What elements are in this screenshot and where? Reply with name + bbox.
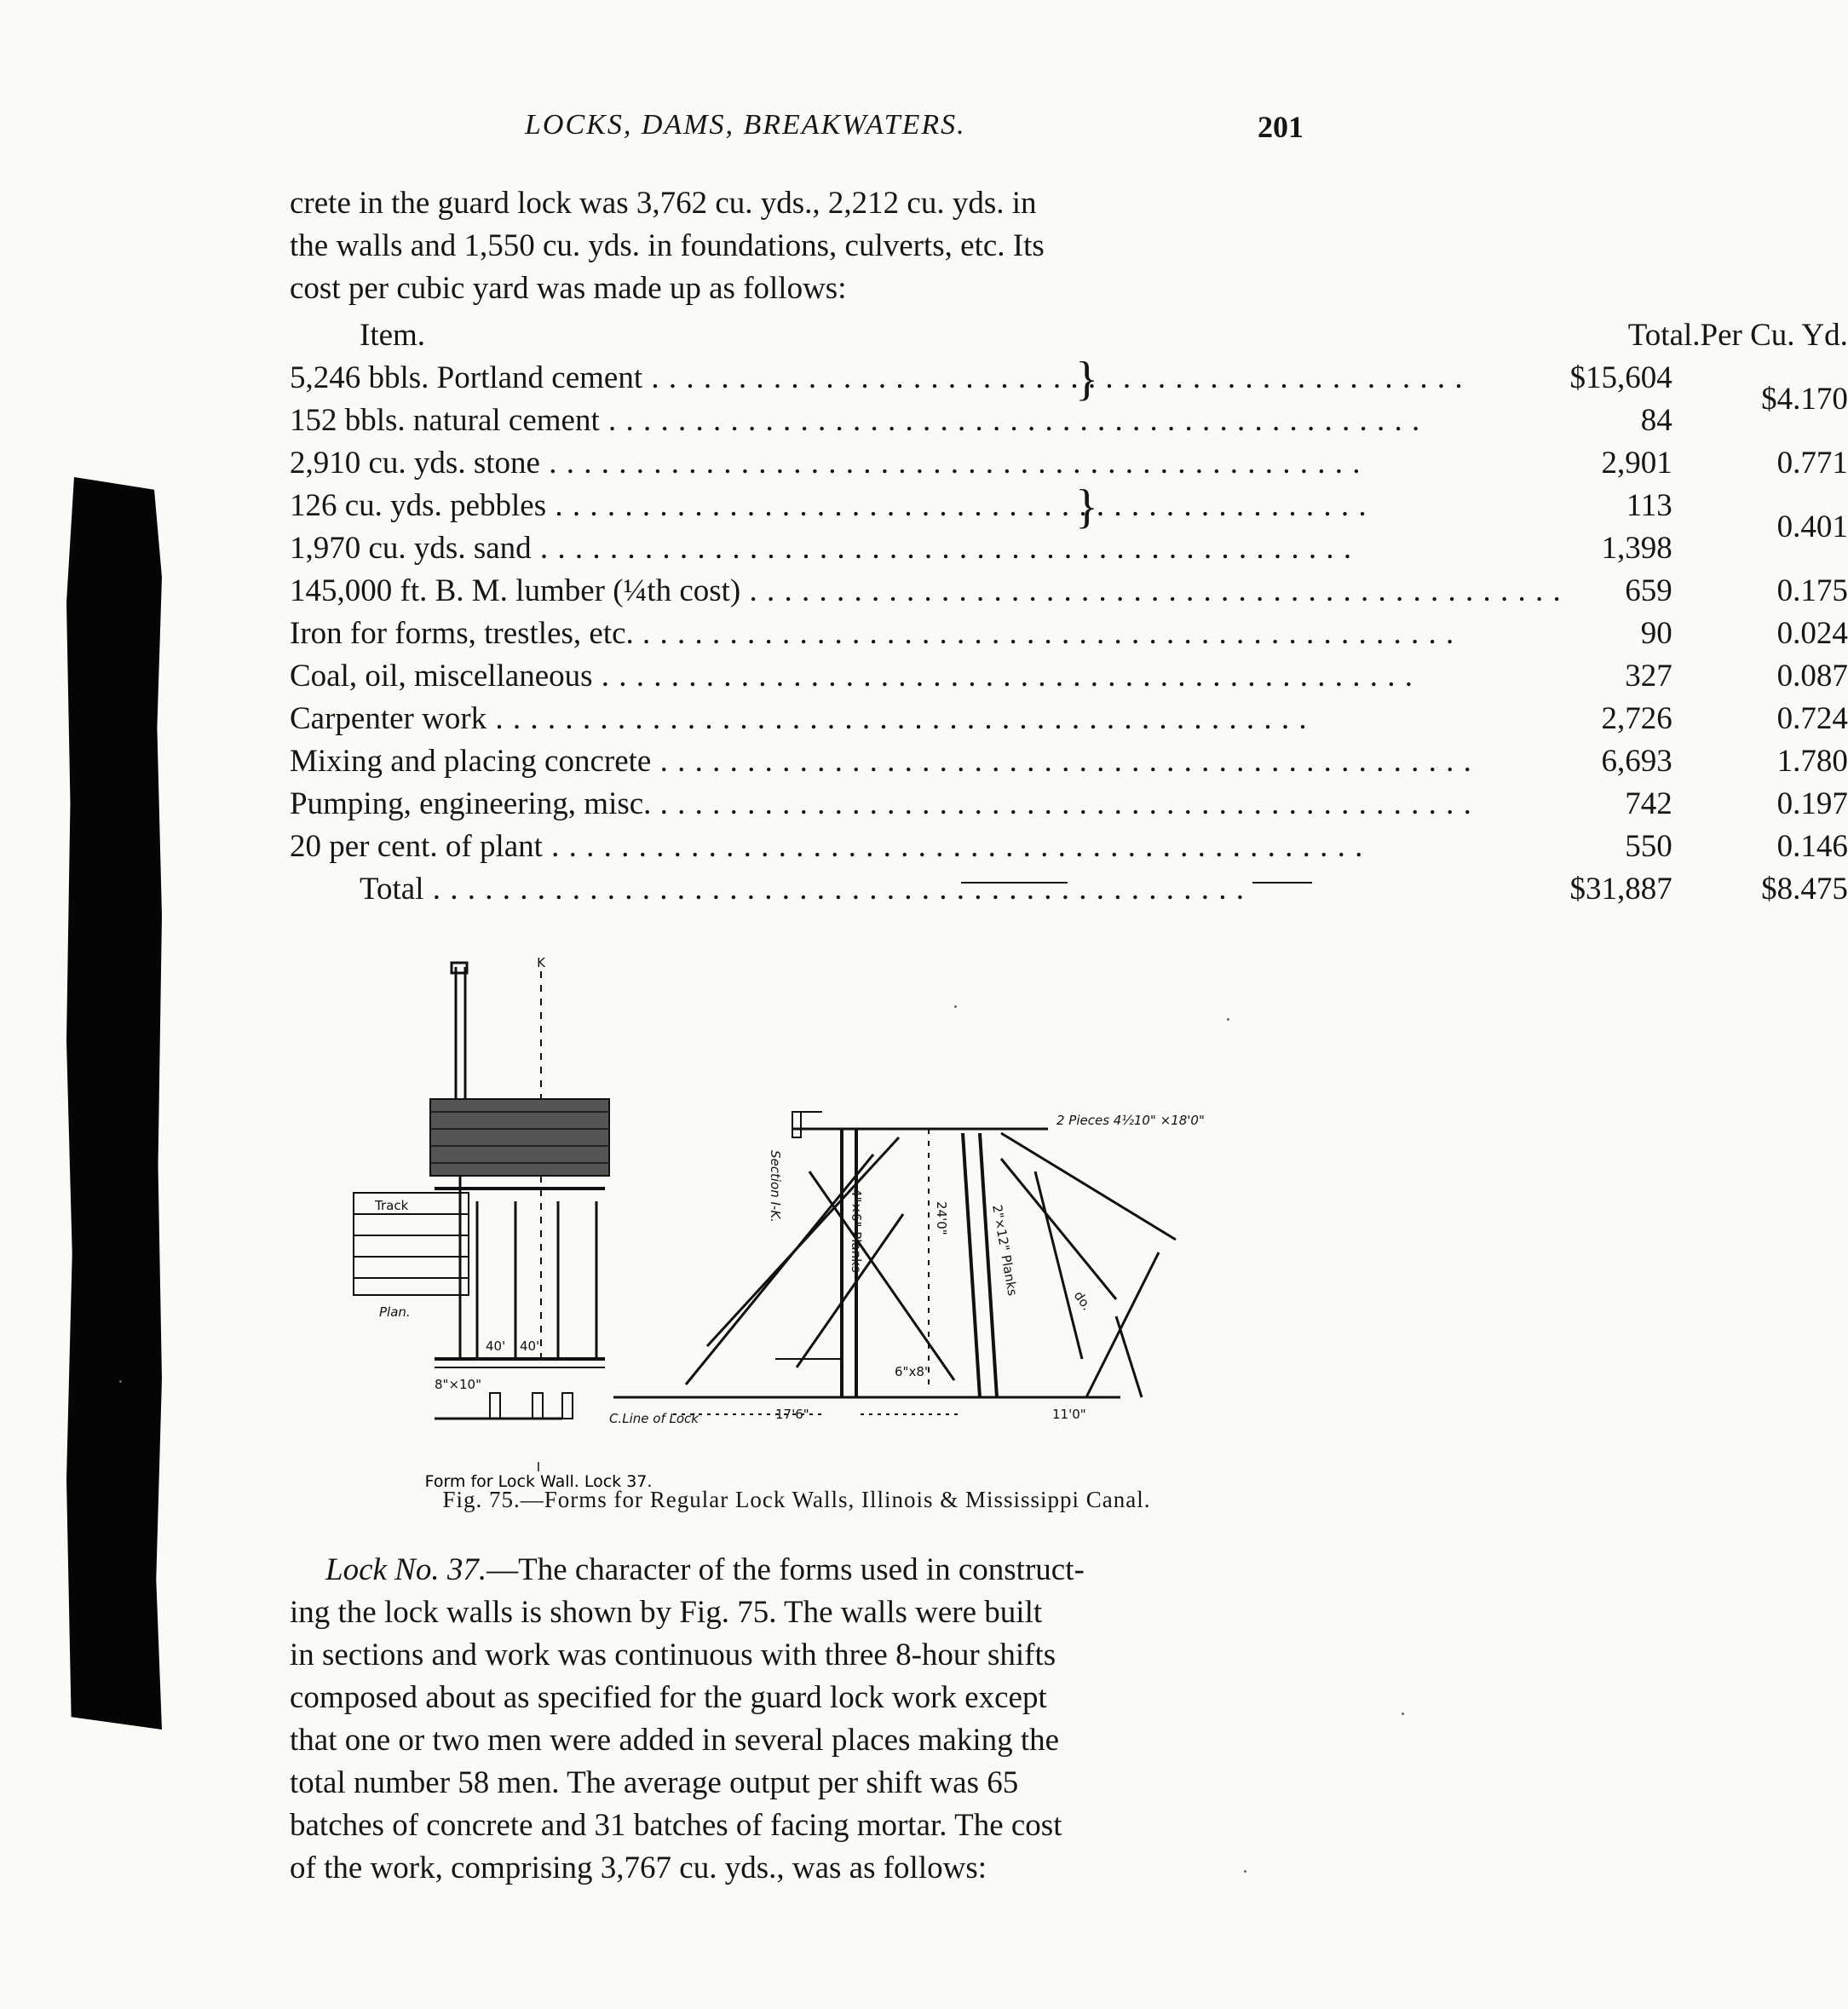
table-row: [290, 527, 1848, 569]
row-item: Mixing and placing concrete . . .: [290, 740, 1562, 782]
row-total: 742: [1625, 786, 1672, 821]
figure-subtitle: Form for Lock Wall. Lock 37.: [424, 1472, 653, 1491]
label-6x8: 6"x8": [895, 1364, 930, 1379]
text-line: crete in the guard lock was 3,762 cu. yds., 2,212 cu. yds. in: [290, 186, 1037, 221]
header-item: Item.: [360, 317, 426, 353]
row-total: 550: [1625, 828, 1672, 864]
text-line: of the work, comprising 3,767 cu. yds., was as follows:: [290, 1851, 987, 1885]
label-dim-40b: 40': [520, 1338, 540, 1354]
row-total: 6,693: [1601, 743, 1672, 779]
row-rate: 0.197: [1776, 786, 1848, 821]
row-item: 2,910 cu. yds. stone . . .: [290, 441, 1562, 484]
lead-heading: Lock No. 37.: [325, 1552, 487, 1587]
row-rate: 0.771: [1776, 445, 1848, 481]
row-rate: 0.146: [1776, 828, 1848, 864]
brace-aggregate: }: [1075, 481, 1098, 533]
grand-total: $31,887: [1569, 871, 1672, 907]
row-item: 1,970 cu. yds. sand . . .: [290, 527, 1562, 569]
row-item: Pumping, engineering, misc. . . .: [290, 782, 1562, 825]
row-item: 145,000 ft. B. M. lumber (¼th cost) . . .: [290, 569, 1562, 612]
label-17-6: 17'6": [775, 1407, 809, 1422]
row-item: 20 per cent. of plant . . .: [290, 825, 1562, 867]
total-label: Total . . .: [290, 867, 1562, 910]
row-total: 2,726: [1601, 700, 1672, 736]
label-track: Track: [375, 1198, 409, 1213]
row-total: 2,901: [1601, 445, 1672, 481]
label-24-0: 24'0": [934, 1201, 949, 1235]
text-line: batches of concrete and 31 batches of facing mortar. The cost: [290, 1808, 1062, 1843]
table-header-row: [290, 314, 1848, 356]
row-item: Iron for forms, trestles, etc. . . .: [290, 612, 1562, 654]
label-11-0: 11'0": [1052, 1407, 1086, 1422]
row-rate: 0.175: [1776, 573, 1848, 608]
row-item: 152 bbls. natural cement . . .: [290, 399, 1562, 441]
text-line: cost per cubic yard was made up as follows:: [290, 271, 847, 306]
scan-speck: [1402, 1713, 1404, 1715]
table-row: [290, 825, 1848, 867]
rate-column-rule: [1252, 882, 1312, 884]
text-line: in sections and work was continuous with three 8-hour shifts: [290, 1638, 1056, 1672]
row-rate-group: 0.401: [1776, 509, 1848, 544]
table-row: [290, 612, 1848, 654]
row-item: Carpenter work . . .: [290, 697, 1562, 740]
label-line-of-lock: C.Line of Lock: [609, 1411, 699, 1426]
table-total-row: [290, 867, 1848, 910]
label-dim-40a: 40': [486, 1338, 506, 1354]
intro-paragraph: [290, 182, 1304, 310]
table-row: [290, 356, 1848, 399]
cost-table: [290, 314, 1848, 910]
brace-cement: }: [1075, 353, 1098, 406]
grand-per-cu-yd: $8.475: [1761, 871, 1848, 907]
row-total: 327: [1625, 658, 1672, 694]
header-total: Total.: [1627, 317, 1701, 353]
label-plan: Plan.: [379, 1304, 411, 1320]
row-rate: 0.024: [1776, 615, 1848, 651]
row-total: 84: [1640, 402, 1672, 438]
row-total: 90: [1640, 615, 1672, 651]
label-section: Section I-K.: [768, 1150, 783, 1223]
text-line: Lock No. 37.—The character of the forms used in construct-: [325, 1552, 1085, 1587]
table-row: [290, 569, 1848, 612]
text-line: ing the lock walls is shown by Fig. 75. The walls were built: [290, 1595, 1043, 1630]
figure-caption: Fig. 75.—Forms for Regular Lock Walls, Illinois & Mississippi Canal.: [442, 1487, 1151, 1512]
figure-lock-wall-forms: [349, 955, 1312, 1495]
header-per-cu-yd: Per Cu. Yd.: [1700, 317, 1848, 353]
row-rate: 0.724: [1776, 700, 1848, 736]
table-row: [290, 399, 1848, 441]
page-binding-shadow: [66, 477, 162, 1730]
label-8x10: 8"×10": [435, 1377, 481, 1392]
label-k: K: [537, 955, 545, 970]
running-title: LOCKS, DAMS, BREAKWATERS.: [525, 109, 966, 141]
table-row: [290, 654, 1848, 697]
label-pieces: 2 Pieces 4½10" ×18'0": [1056, 1113, 1205, 1128]
text-line: that one or two men were added in several places making the: [290, 1723, 1060, 1758]
row-rate: 0.087: [1776, 658, 1848, 694]
row-total: 659: [1625, 573, 1672, 608]
row-item: Coal, oil, miscellaneous . . .: [290, 654, 1562, 697]
text-line: composed about as specified for the guard lock work except: [290, 1680, 1047, 1715]
sketch-hatched-block: [430, 1099, 609, 1176]
label-2x12-planks: 2"×12" Planks: [989, 1203, 1021, 1298]
total-column-rule: [961, 882, 1068, 884]
row-item: 5,246 bbls. Portland cement . . .: [290, 356, 1562, 399]
row-rate: 1.780: [1776, 743, 1848, 779]
page-number: 201: [1258, 110, 1304, 144]
row-total: 1,398: [1601, 530, 1672, 566]
row-total: $15,604: [1569, 360, 1672, 395]
lock-wall-form-drawing: [349, 955, 1312, 1491]
running-header: [290, 109, 1304, 152]
row-item: 126 cu. yds. pebbles . . .: [290, 484, 1562, 527]
label-i: I: [536, 1459, 541, 1475]
label-do: do.: [1070, 1287, 1095, 1314]
table-row: [290, 782, 1848, 825]
table-row: [290, 697, 1848, 740]
label-4x6-planks: 4"×6" Planks: [849, 1189, 864, 1273]
lock-37-paragraph: [290, 1549, 1304, 1890]
row-total: 113: [1626, 487, 1672, 523]
table-row: [290, 740, 1848, 782]
table-row: [290, 441, 1848, 484]
text-line: total number 58 men. The average output per shift was 65: [290, 1765, 1019, 1800]
text-line: the walls and 1,550 cu. yds. in foundations, culverts, etc. Its: [290, 228, 1045, 263]
row-rate-group: $4.170: [1761, 381, 1848, 417]
scan-speck: [119, 1380, 122, 1383]
table-row: [290, 484, 1848, 527]
